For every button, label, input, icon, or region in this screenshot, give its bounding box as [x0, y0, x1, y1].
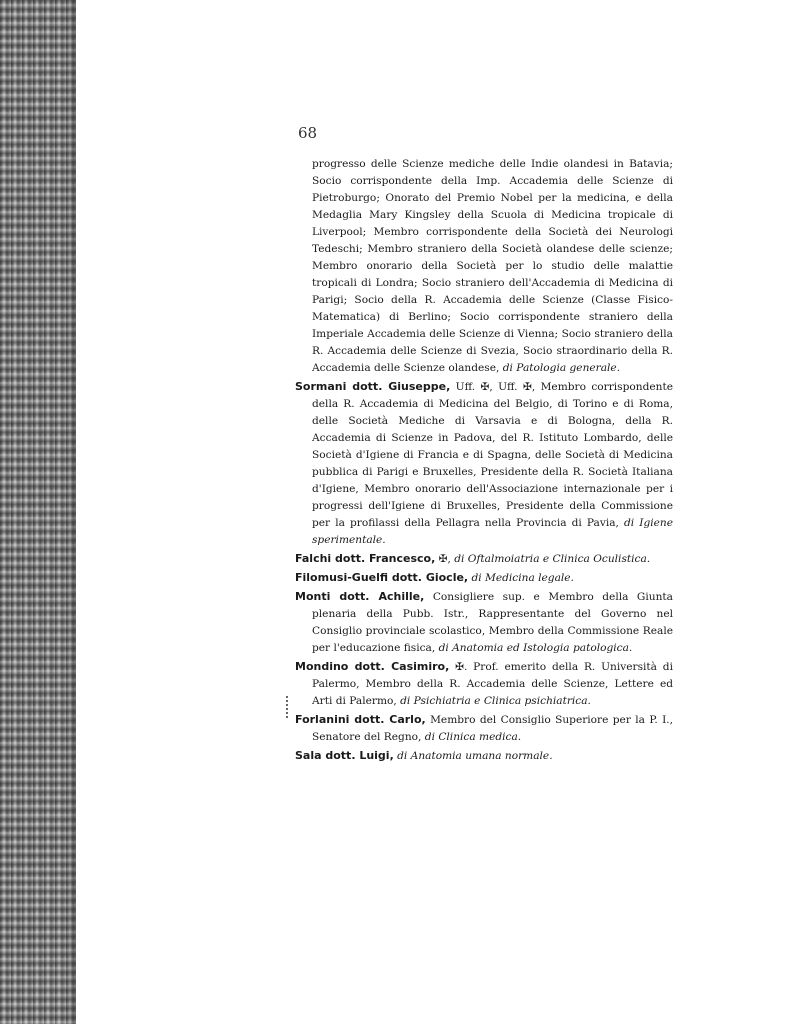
entry-name: Mondino dott. Casimiro, — [295, 660, 450, 673]
faculty-list — [295, 156, 673, 766]
entry-name: Monti dott. Achille, — [295, 590, 425, 603]
entry-text: Membro del Consiglio Superiore per la P. I., Senatore del Regno, — [312, 714, 673, 743]
list-item — [295, 550, 673, 568]
list-item — [295, 747, 673, 765]
entry-subject: di Medicina legale. — [471, 572, 574, 584]
entry-subject: di Clinica medica. — [424, 731, 522, 743]
entry-subject: di Igiene sperimentale. — [312, 517, 673, 546]
list-item — [295, 658, 673, 710]
entry-name: Falchi dott. Francesco, — [295, 552, 436, 565]
entry-name: Filomusi-Guelfi dott. Giocle, — [295, 571, 469, 584]
margin-mark — [286, 696, 291, 718]
entry-name: Sormani dott. Giuseppe, — [295, 380, 451, 393]
entry-text: ✠, — [438, 553, 451, 565]
entry-text: progresso delle Scienze mediche delle Indie olandesi in Batavia; Socio corrispondente della Imp. Accademia delle Scienze di Pietroburgo; Onorato del Premio Nobel per la medicina, e della Medaglia Mary Kingsley della Scuola di Medicina tropicale di Liverpool; Membro corrispondente della Società dei Neurologi Tedeschi; Membro straniero della Società olandese delle scienze; Membro onorario della Società per lo studio delle malattie tropicali di Londra; Socio straniero dell'Accademia di Medicina di Parigi; Socio della R. Accademia delle Scienze (Classe Fisico-Matematica) di Berlino; Socio corrispondente straniero della Imperiale Accademia delle Scienze di Vienna; Socio straniero della R. Accademia delle Scienze di Svezia, Socio straordinario della R. Accademia delle Scienze olandese, — [312, 158, 673, 374]
list-item — [295, 569, 673, 587]
entry-text: Uff. ✠, Uff. ✠, Membro corrispondente della R. Accademia di Medicina del Belgio, di Torino e di Roma, delle Società Mediche di Varsavia e di Bologna, della R. Accademia di Scienze in Padova, del R. Istituto Lombardo, delle Società d'Igiene di Francia e di Spagna, delle Società di Medicina pubblica di Parigi e Bruxelles, Presidente della R. Società Italiana d'Igiene, Membro onorario dell'Associazione internazionale per i progressi dell'Igiene di Bruxelles, Presidente della Commissione per la profilassi della Pellagra nella Provincia di Pavia, — [312, 381, 673, 529]
entry-subject: di Anatomia ed Istologia patologica. — [438, 642, 633, 654]
list-item — [295, 156, 673, 377]
entry-name: Forlanini dott. Carlo, — [295, 713, 426, 726]
book-binding-edge — [0, 0, 76, 1024]
entry-subject: di Psichiatria e Clinica psichiatrica. — [400, 695, 591, 707]
entry-name: Sala dott. Luigi, — [295, 749, 394, 762]
list-item — [295, 588, 673, 657]
list-item — [295, 378, 673, 549]
entry-text: Consigliere sup. e Membro della Giunta plenaria della Pubb. Istr., Rappresentante del Governo nel Consiglio provinciale scolastico, Membro della Commissione Reale per l'educazione fisica, — [312, 591, 673, 654]
list-item — [295, 711, 673, 746]
entry-subject: di Patologia generale. — [502, 362, 621, 374]
entry-subject: di Anatomia umana normale. — [397, 750, 553, 762]
entry-subject: di Oftalmoiatria e Clinica Oculistica. — [454, 553, 651, 565]
page-number: 68 — [298, 124, 318, 142]
entry-text: ✠. Prof. emerito della R. Università di Palermo, Membro della R. Accademia delle Scienze, Lettere ed Arti di Palermo, — [312, 661, 673, 707]
